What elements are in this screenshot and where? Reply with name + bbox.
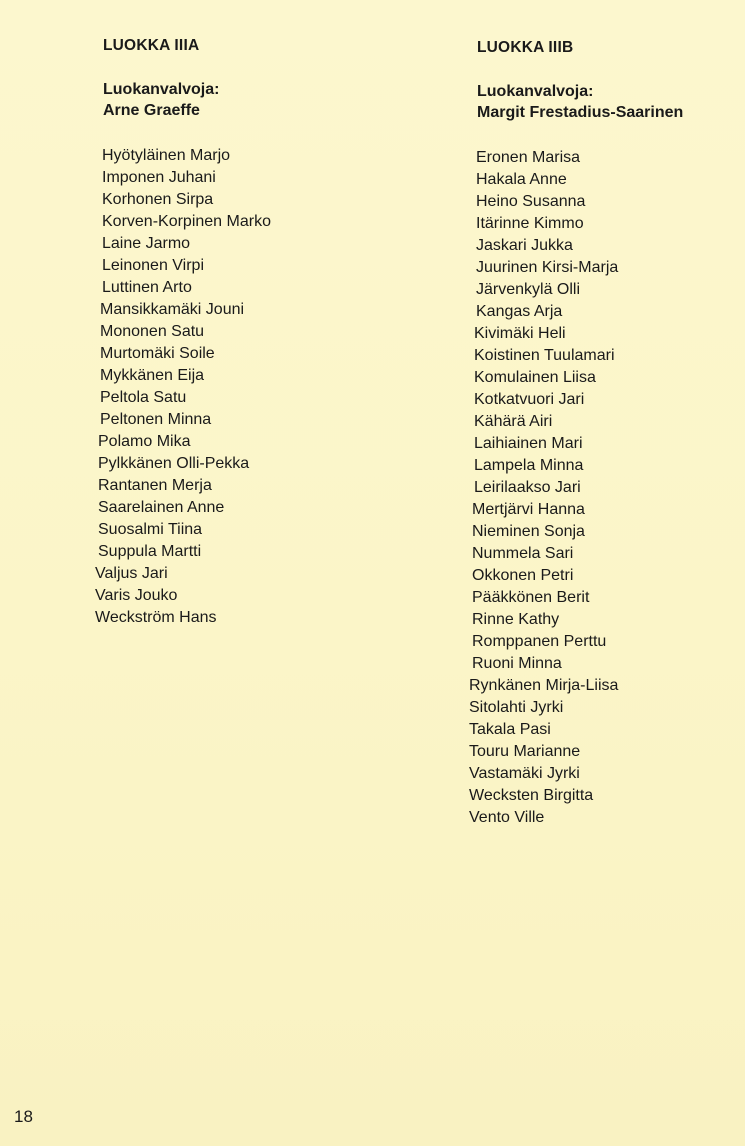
- student-name: Rynkänen Mirja-Liisa: [469, 677, 619, 694]
- teacher-name: Arne Graeffe: [103, 102, 200, 119]
- student-name: Sitolahti Jyrki: [469, 699, 564, 716]
- student-name: Suppula Martti: [98, 543, 202, 560]
- student-name: Jaskari Jukka: [476, 237, 573, 254]
- student-name: Hyötyläinen Marjo: [102, 147, 231, 164]
- teacher-label: Luokanvalvoja:: [103, 81, 220, 98]
- student-name: Juurinen Kirsi-Marja: [476, 259, 619, 276]
- student-name: Romppanen Perttu: [472, 633, 607, 650]
- student-name: Imponen Juhani: [102, 169, 216, 186]
- student-name: Kotkatvuori Jari: [474, 391, 585, 408]
- student-list: [95, 145, 395, 629]
- class-section-iiia: [95, 36, 395, 629]
- student-name: Wecksten Birgitta: [469, 787, 594, 804]
- student-name: Touru Marianne: [469, 743, 581, 760]
- student-name: Rinne Kathy: [472, 611, 560, 628]
- teacher-name: Margit Frestadius-Saarinen: [477, 104, 684, 121]
- student-name: Murtomäki Soile: [100, 345, 215, 362]
- student-name: Korhonen Sirpa: [102, 191, 214, 208]
- class-section-iiib: [469, 38, 745, 829]
- student-list: [469, 147, 745, 829]
- student-name: Nieminen Sonja: [472, 523, 585, 540]
- student-name: Komulainen Liisa: [474, 369, 596, 386]
- student-name: Itärinne Kimmo: [476, 215, 584, 232]
- student-name: Ruoni Minna: [472, 655, 562, 672]
- student-name: Kangas Arja: [476, 303, 563, 320]
- student-name: Leinonen Virpi: [102, 257, 205, 274]
- student-name: Leirilaakso Jari: [474, 479, 581, 496]
- student-name: Suosalmi Tiina: [98, 521, 203, 538]
- student-name: Vastamäki Jyrki: [469, 765, 580, 782]
- student-name: Valjus Jari: [95, 565, 168, 582]
- student-name: Mononen Satu: [100, 323, 205, 340]
- student-name: Kähärä Airi: [474, 413, 553, 430]
- student-name: Vento Ville: [469, 809, 545, 826]
- class-title: LUOKKA IIIA: [103, 37, 200, 54]
- student-name: Weckström Hans: [95, 609, 217, 626]
- student-name: Peltola Satu: [100, 389, 187, 406]
- class-title: LUOKKA IIIB: [477, 39, 574, 56]
- student-name: Pääkkönen Berit: [472, 589, 590, 606]
- student-name: Luttinen Arto: [102, 279, 192, 296]
- student-name: Hakala Anne: [476, 171, 567, 188]
- student-name: Saarelainen Anne: [98, 499, 225, 516]
- student-name: Mykkänen Eija: [100, 367, 205, 384]
- student-name: Kivimäki Heli: [474, 325, 566, 342]
- student-name: Laine Jarmo: [102, 235, 191, 252]
- student-name: Pylkkänen Olli-Pekka: [98, 455, 250, 472]
- student-name: Heino Susanna: [476, 193, 586, 210]
- student-name: Lampela Minna: [474, 457, 584, 474]
- student-name: Okkonen Petri: [472, 567, 574, 584]
- student-name: Järvenkylä Olli: [476, 281, 581, 298]
- student-name: Varis Jouko: [95, 587, 178, 604]
- student-name: Rantanen Merja: [98, 477, 212, 494]
- page-number: 18: [14, 1107, 33, 1126]
- student-name: Takala Pasi: [469, 721, 551, 738]
- student-name: Laihiainen Mari: [474, 435, 583, 452]
- student-name: Nummela Sari: [472, 545, 574, 562]
- student-name: Mertjärvi Hanna: [472, 501, 585, 518]
- teacher-label: Luokanvalvoja:: [477, 83, 594, 100]
- student-name: Polamo Mika: [98, 433, 191, 450]
- student-name: Korven-Korpinen Marko: [102, 213, 271, 230]
- student-name: Eronen Marisa: [476, 149, 581, 166]
- student-name: Peltonen Minna: [100, 411, 212, 428]
- student-name: Mansikkamäki Jouni: [100, 301, 245, 318]
- student-name: Koistinen Tuulamari: [474, 347, 615, 364]
